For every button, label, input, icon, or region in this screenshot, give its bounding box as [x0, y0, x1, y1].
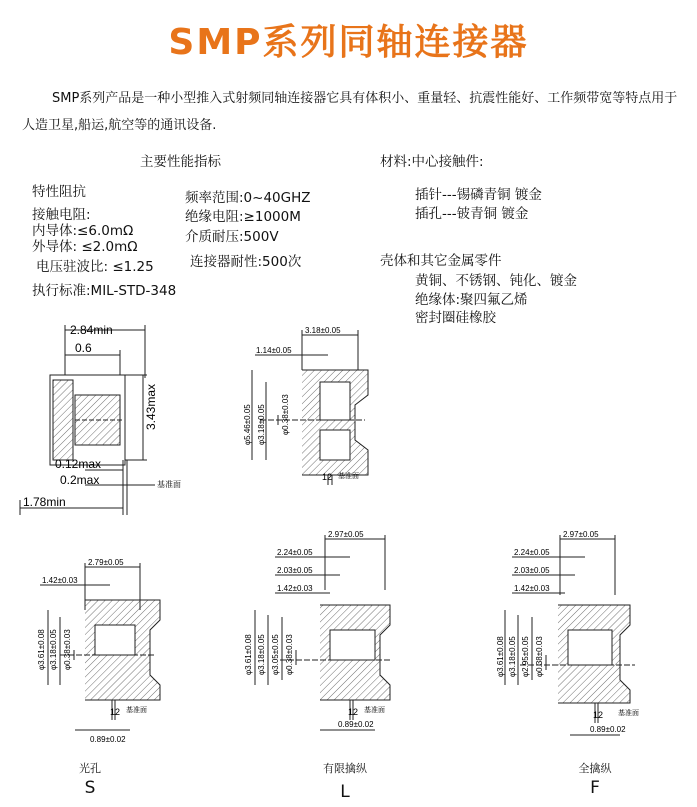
s-type-drawing	[30, 555, 190, 745]
datum-label-f: 基准面	[618, 710, 639, 717]
dim-phi-0-38-s: φ0.38±0.03	[63, 629, 72, 670]
dim-0-89-l: 0.89±0.02	[338, 720, 374, 729]
dim-0-12: 0.12max	[55, 457, 102, 471]
datum-label: 基准面	[157, 480, 181, 489]
spec-vswr: 电压驻波比: ≤1.25	[36, 259, 154, 275]
spec-outer-conductor: 外导体: ≤2.0mΩ	[32, 239, 138, 255]
f-type-drawing	[496, 525, 660, 745]
dim-1-42-f: 1.42±0.03	[514, 584, 550, 593]
specs-heading: 主要性能指标	[140, 154, 221, 170]
dim-1-42: 1.42±0.03	[42, 576, 78, 585]
receptacle-interface-drawing	[230, 320, 390, 490]
letter-f: F	[590, 778, 600, 798]
dim-1-78: 1.78min	[23, 495, 66, 509]
dim-phi-3-05-l: φ3.05±0.05	[271, 634, 280, 675]
dim-phi-3-18: φ3.18±0.05	[257, 404, 266, 445]
materials-heading: 材料:中心接触件:	[380, 154, 484, 170]
dim-phi-0-38: φ0.38±0.03	[281, 394, 290, 435]
seal-material: 密封圈硅橡胶	[415, 310, 496, 326]
dim-phi-3-18-l: φ3.18±0.05	[257, 634, 266, 675]
dim-12-s: 12	[110, 707, 121, 717]
dim-1-42-l: 1.42±0.03	[277, 584, 313, 593]
dim-1-14: 1.14±0.05	[256, 346, 292, 355]
spec-insulation: 绝缘电阻:≥1000M	[185, 209, 301, 225]
page-title: SMP系列同轴连接器	[168, 22, 529, 63]
dim-2-03-l: 2.03±0.05	[277, 566, 313, 575]
caption-l: 有限擒纵	[323, 762, 367, 775]
dim-12: 12	[322, 472, 333, 482]
dim-3-18-len: 3.18±0.05	[305, 326, 341, 335]
spec-frequency: 频率范围:0~40GHZ	[185, 190, 311, 206]
dim-phi-5-46: φ5.46±0.05	[243, 404, 252, 445]
dim-3-43: 3.43max	[144, 383, 158, 430]
datum-label-l: 基准面	[364, 707, 385, 714]
dim-phi-3-61: φ3.61±0.08	[37, 629, 46, 670]
spec-contact-resistance: 接触电阻:	[32, 207, 91, 223]
dim-0-6: 0.6	[75, 341, 92, 355]
dim-2-97-f: 2.97±0.05	[563, 530, 599, 539]
intro-paragraph: SMP系列产品是一种小型推入式射频同轴连接器它具有体积小、重量轻、抗震性能好、工作频带宽等特点用于人造卫星,船运,航空等的通讯设备.	[22, 91, 678, 133]
dim-0-89-f: 0.89±0.02	[590, 725, 626, 734]
dim-2-24-f: 2.24±0.05	[514, 548, 550, 557]
dim-2-79: 2.79±0.05	[88, 558, 124, 567]
plug-interface-drawing	[15, 320, 185, 525]
dim-2-24-l: 2.24±0.05	[277, 548, 313, 557]
spec-impedance: 特性阻抗	[32, 184, 86, 200]
datum-label-2: 基准面	[338, 473, 359, 480]
dim-phi-2-95-f: φ2.95±0.05	[521, 636, 530, 677]
dim-2-97-l: 2.97±0.05	[328, 530, 364, 539]
material-pin: 插针---锡磷青铜 镀金	[415, 187, 542, 203]
dim-2-84: 2.84min	[70, 323, 113, 337]
spec-inner-conductor: 内导体:≤6.0mΩ	[32, 223, 134, 239]
letter-s: S	[84, 778, 96, 798]
l-type-drawing	[240, 525, 410, 735]
dim-2-03-f: 2.03±0.05	[514, 566, 550, 575]
dim-phi-0-38-l: φ0.38±0.03	[285, 634, 294, 675]
dim-phi-3-18-f: φ3.18±0.05	[508, 636, 517, 677]
dim-12-f: 12	[593, 710, 604, 720]
letter-l: L	[340, 782, 350, 802]
dim-phi-3-18-s: φ3.18±0.05	[49, 629, 58, 670]
shell-heading: 壳体和其它金属零件	[380, 253, 502, 269]
datum-label-s: 基准面	[126, 707, 147, 714]
caption-f: 全擒纵	[578, 762, 612, 775]
dim-phi-3-61-f: φ3.61±0.08	[496, 636, 505, 677]
material-socket: 插孔---铍青铜 镀金	[415, 206, 529, 222]
insulator-material: 绝缘体:聚四氟乙烯	[415, 292, 528, 308]
spec-standard: 执行标准:MIL-STD-348	[32, 283, 177, 299]
dim-0-2: 0.2max	[60, 473, 100, 487]
shell-material: 黄铜、不锈钢、钝化、镀金	[415, 273, 577, 289]
spec-durability: 连接器耐性:500次	[190, 254, 302, 270]
dim-phi-0-38-f: φ0.38±0.03	[535, 636, 544, 677]
dim-phi-3-61-l: φ3.61±0.08	[244, 634, 253, 675]
dim-12-l: 12	[348, 707, 359, 717]
spec-dielectric: 介质耐压:500V	[185, 229, 279, 245]
caption-s: 光孔	[79, 762, 101, 775]
dim-0-89-s: 0.89±0.02	[90, 735, 126, 744]
